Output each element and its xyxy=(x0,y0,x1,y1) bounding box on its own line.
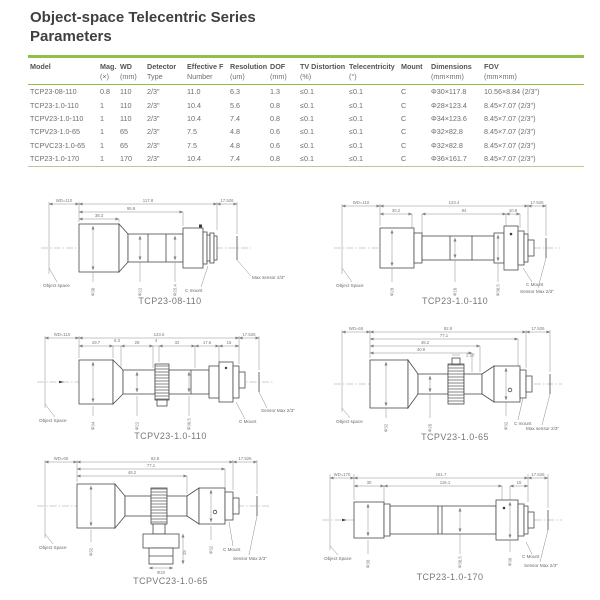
dim-wd: WD=65 xyxy=(53,455,69,461)
dim-diameter: Φ34 xyxy=(90,421,96,430)
diagram-caption: TCP23-1.0-110 xyxy=(421,296,489,306)
dim-flange: 17.526 xyxy=(220,197,234,203)
table-cell: 8.45×7.07 (2/3") xyxy=(484,114,536,124)
table-cell: 7.4 xyxy=(230,114,240,124)
table-cell: 1 xyxy=(100,114,104,124)
table-cell: C xyxy=(401,100,407,110)
dim-label: 15 xyxy=(226,339,232,345)
lens-drawing xyxy=(330,322,580,434)
table-cell: 1 xyxy=(100,127,104,137)
dim-diameter: Φ32 xyxy=(503,421,509,430)
table-cell: ≤0.1 xyxy=(349,100,363,110)
column-header: Mag. (×) xyxy=(98,57,118,85)
column-header: Model xyxy=(28,57,98,85)
max-sensor-label: Sensor Max 2/3" xyxy=(233,556,267,561)
lens-outline xyxy=(380,226,546,270)
table-cell: 1 xyxy=(100,100,104,110)
object-space-label: Object Space xyxy=(39,545,67,550)
dim-diameter: Φ32 xyxy=(88,547,94,556)
diagram-tcpv23-10-110 xyxy=(33,320,308,441)
table-cell: 110 xyxy=(120,114,132,124)
dim-label: 6.3 xyxy=(114,338,120,344)
dim-diameter: Φ30.5 xyxy=(186,418,192,430)
dim-diameter: Φ32 xyxy=(383,423,389,432)
dim-label: 30.2 xyxy=(391,207,401,213)
parameters-table xyxy=(28,55,584,167)
dim-wd: WD=110 xyxy=(352,199,370,205)
dim-total: 161.7 xyxy=(435,471,447,477)
lens-outline xyxy=(79,360,259,406)
table-cell: 8.45×7.07 (2/3") xyxy=(484,140,536,150)
table-cell: ≤0.1 xyxy=(347,152,399,166)
lens-outline xyxy=(370,358,550,408)
dim-wd: WD=110 xyxy=(53,331,71,337)
dim-diameter: Φ22 xyxy=(137,287,143,296)
table-cell: 2/3" xyxy=(147,140,160,150)
column-header: Mount xyxy=(399,57,429,85)
table-cell: 8.45×7.07 (2/3") xyxy=(482,152,584,166)
table-cell: 0.6 xyxy=(270,140,280,150)
page-title xyxy=(30,8,256,46)
column-header: Telecentricity (°) xyxy=(347,57,399,85)
table-row xyxy=(28,126,584,139)
dim-diameter: Φ28 xyxy=(389,287,395,296)
dim-port-height: 25 xyxy=(182,550,187,555)
table-cell: 65 xyxy=(120,127,128,137)
lens-outline xyxy=(354,500,548,540)
table-cell: ≤0.1 xyxy=(349,87,363,97)
dim-label: 40.9 xyxy=(416,346,426,352)
dim-flange: 17.526 xyxy=(531,325,545,331)
column-header: FOV (mm×mm) xyxy=(482,57,584,85)
dim-flange: 17.526 xyxy=(531,471,545,477)
dim-label: 30 xyxy=(366,479,372,485)
dim-diameter: Φ22 xyxy=(134,421,140,430)
focus-ring-knurl xyxy=(448,364,464,404)
diagram-caption: TCPV23-1.0-110 xyxy=(134,431,207,441)
lens-drawing xyxy=(330,188,580,298)
dim-label: 77.1 xyxy=(439,332,449,338)
table-cell: TCPV23-1.0-65 xyxy=(30,127,80,137)
table-cell: C xyxy=(401,127,407,137)
dim-diameter: Φ20 xyxy=(427,423,433,432)
dim-label: 84 xyxy=(461,207,467,213)
dim-diameter: Φ30.5 xyxy=(495,284,501,296)
table-cell: 7.5 xyxy=(187,127,197,137)
table-row xyxy=(28,112,584,125)
table-cell: 110 xyxy=(120,100,132,110)
dim-wd: WD=170 xyxy=(333,471,351,477)
table-cell: Φ32×82.8 xyxy=(431,127,463,137)
max-sensor-label: Sensor Max 2/3" xyxy=(524,563,558,568)
table-cell: C xyxy=(399,152,429,166)
diagram-caption: TCPV23-1.0-65 xyxy=(421,432,489,442)
table-cell: C xyxy=(401,140,407,150)
table-cell: 11.0 xyxy=(187,87,201,97)
table-cell: ≤0.1 xyxy=(300,140,314,150)
table-cell: 2/3" xyxy=(147,87,160,97)
dim-flange: 17.526 xyxy=(242,331,256,337)
table-cell: 110 xyxy=(120,87,132,97)
table-cell: TCP23-1.0-110 xyxy=(30,100,79,110)
column-header: DOF (mm) xyxy=(268,57,298,85)
c-mount-label: C mount xyxy=(185,288,203,293)
dim-label: 77.1 xyxy=(146,462,156,468)
table-cell: Φ32×82.8 xyxy=(431,140,463,150)
max-sensor-label: Sensor Max 2/3" xyxy=(261,408,295,413)
table-cell: 1 xyxy=(98,152,118,166)
lens-drawing xyxy=(33,320,308,433)
column-header: WD (mm) xyxy=(118,57,145,85)
diagram-caption: TCP23-08-110 xyxy=(138,296,202,306)
table-cell: ≤0.1 xyxy=(300,100,314,110)
c-mount-label: C Mount xyxy=(239,419,257,424)
dim-label: 95.8 xyxy=(126,205,136,211)
table-cell: ≤0.1 xyxy=(298,152,347,166)
dim-diameter: Φ36 xyxy=(365,559,371,568)
object-space-label: Object Space xyxy=(324,556,352,561)
c-mount-label: C Mount xyxy=(522,554,540,559)
centerline-arrow xyxy=(59,381,64,383)
dim-flange: 17.526 xyxy=(238,455,252,461)
table-cell: 5.6 xyxy=(230,100,240,110)
lens-drawing xyxy=(320,462,580,574)
lens-drawing xyxy=(35,186,305,298)
dim-flange: 17.526 xyxy=(530,199,544,205)
diagram-caption: TCPVC23-1.0-65 xyxy=(133,576,208,586)
table-row xyxy=(28,152,584,166)
table-cell: Φ34×123.6 xyxy=(431,114,467,124)
object-space-label: Object space xyxy=(43,283,70,288)
table-cell: ≤0.1 xyxy=(300,127,314,137)
table-cell: 1.3 xyxy=(270,87,280,97)
c-mount-label: C mount xyxy=(514,421,532,426)
dim-total: 123.6 xyxy=(153,331,165,337)
centerline-arrow xyxy=(342,519,347,521)
table-cell: 0.8 xyxy=(268,152,298,166)
table-cell: 10.4 xyxy=(187,114,201,124)
column-header: Detector Type xyxy=(145,57,185,85)
column-header: Resolution (um) xyxy=(228,57,268,85)
dim-label: 116.1 xyxy=(439,479,451,485)
table-cell: 2/3" xyxy=(147,100,160,110)
dim-total: 82.8 xyxy=(443,325,453,331)
dim-label: 29.7 xyxy=(91,339,101,345)
table-cell: 0.8 xyxy=(270,114,280,124)
dim-total: 117.8 xyxy=(142,197,154,203)
dim-label: 48.2 xyxy=(420,339,430,345)
page-title-line1: Object-space Telecentric Series xyxy=(30,9,256,26)
table-cell: 6.3 xyxy=(230,87,240,97)
table-cell: Φ30×117.8 xyxy=(431,87,467,97)
max-sensor-label: Max sensor 2/3" xyxy=(526,426,560,431)
table-cell: ≤0.1 xyxy=(349,140,363,150)
table-header xyxy=(28,57,584,85)
object-space-label: Object Space xyxy=(39,418,67,423)
dim-label: 32 xyxy=(174,339,180,345)
dim-label: 15 xyxy=(516,479,522,485)
c-mount-label: C Mount xyxy=(526,282,544,287)
table-cell: TCPV23-1.0-110 xyxy=(30,114,84,124)
table-cell: Φ36×161.7 xyxy=(429,152,482,166)
dim-label: 28 xyxy=(134,339,140,345)
table-cell: ≤0.1 xyxy=(349,127,363,137)
dim-label: 17.6 xyxy=(202,339,212,345)
table-row xyxy=(28,85,584,99)
object-space-label: Object Space xyxy=(336,283,364,288)
lens-outline xyxy=(77,484,257,528)
table-cell: 7.5 xyxy=(187,140,197,150)
focus-ring-knurl xyxy=(151,488,167,524)
table-cell: 10.56×8.84 (2/3") xyxy=(484,87,540,97)
focus-ring-knurl xyxy=(155,364,169,400)
table-cell: TCP23-08-110 xyxy=(30,87,77,97)
diagram-tcp23-10-170 xyxy=(320,462,580,582)
table-cell: 7.4 xyxy=(228,152,268,166)
table-cell: C xyxy=(401,87,407,97)
dim-diameter: Φ25.4 xyxy=(172,284,178,296)
dim-label: 48.2 xyxy=(127,469,137,475)
diagram-caption: TCP23-1.0-170 xyxy=(416,572,484,582)
dim-label: 2.10 xyxy=(466,352,475,358)
table-cell: TCP23-1.0-170 xyxy=(28,152,98,166)
table-cell: 0.8 xyxy=(270,100,280,110)
table-cell: TCPVC23-1.0-65 xyxy=(30,140,86,150)
column-header: Effective F Number xyxy=(185,57,228,85)
dim-diameter: Φ20 xyxy=(452,287,458,296)
table-cell: 1 xyxy=(100,140,104,150)
dim-label: 10.8 xyxy=(508,207,518,213)
table-cell: 0.6 xyxy=(270,127,280,137)
table-cell: 4.8 xyxy=(230,140,240,150)
table-cell: 170 xyxy=(118,152,145,166)
dim-label: 38.3 xyxy=(94,212,104,218)
max-sensor-label: Max sensor 2/3" xyxy=(252,275,286,280)
table-cell: Φ28×123.4 xyxy=(431,100,467,110)
lens-outline xyxy=(79,224,237,272)
diagram-tcpv23-10-65 xyxy=(330,322,580,442)
table-cell: 2/3" xyxy=(145,152,185,166)
object-space-label: Object space xyxy=(336,419,363,424)
max-sensor-label: Sensor Max 2/3" xyxy=(520,289,554,294)
dim-port-diameter: Φ22 xyxy=(156,570,166,575)
dim-diameter: Φ30 xyxy=(90,287,96,296)
table-cell: 65 xyxy=(120,140,128,150)
dim-diameter: Φ30.5 xyxy=(457,556,463,568)
page-title-line2: Parameters xyxy=(30,28,112,46)
dim-wd: WD=65 xyxy=(348,325,364,331)
table-cell: 0.8 xyxy=(100,87,110,97)
dim-total: 82.8 xyxy=(150,455,160,461)
table-cell: C xyxy=(401,114,407,124)
lens-drawing xyxy=(33,452,308,578)
dim-diameter: Φ36 xyxy=(507,557,513,566)
dim-diameter: Φ32 xyxy=(208,545,214,554)
table-cell: 10.4 xyxy=(185,152,228,166)
table-row xyxy=(28,99,584,112)
dim-wd: WD=110 xyxy=(55,197,73,203)
table-cell: ≤0.1 xyxy=(349,114,363,124)
coaxial-light-port xyxy=(143,524,187,575)
diagram-tcp23-08-110 xyxy=(35,186,305,306)
table-cell: ≤0.1 xyxy=(300,114,314,124)
table-cell: 8.45×7.07 (2/3") xyxy=(484,127,536,137)
table-cell: 10.4 xyxy=(187,100,201,110)
table-cell: ≤0.1 xyxy=(300,87,314,97)
table-cell: 8.45×7.07 (2/3") xyxy=(484,100,536,110)
table-row xyxy=(28,139,584,152)
diagram-tcp23-10-110 xyxy=(330,188,580,306)
table-cell: 2/3" xyxy=(147,114,160,124)
table-cell: 4.8 xyxy=(230,127,240,137)
dim-total: 123.4 xyxy=(448,199,460,205)
diagram-tcpvc23-10-65 xyxy=(33,452,308,586)
column-header: Dimensions (mm×mm) xyxy=(429,57,482,85)
table-cell: 2/3" xyxy=(147,127,160,137)
c-mount-label: C Mount xyxy=(223,547,241,552)
column-header: TV Distortion (%) xyxy=(298,57,347,85)
dim-label: 4 xyxy=(154,338,158,344)
